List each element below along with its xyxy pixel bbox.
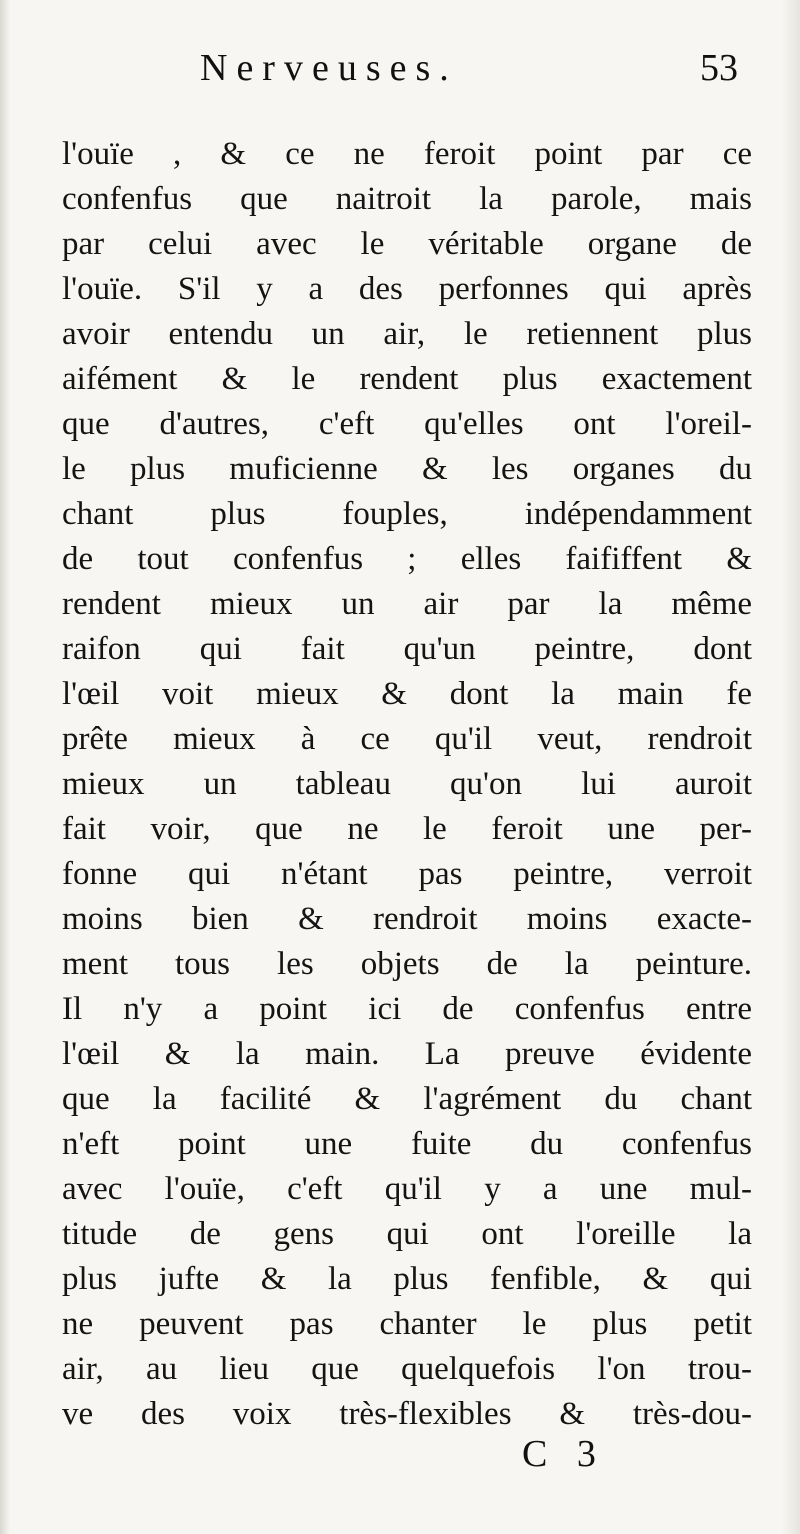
text-line: aifément & le rendent plus exactement xyxy=(62,361,752,397)
signature-mark: C 3 xyxy=(522,1433,606,1475)
text-line: air, au lieu que quelquefois l'on trou- xyxy=(62,1351,752,1387)
text-line: confenfus que naitroit la parole, mais xyxy=(62,181,752,217)
text-line: avoir entendu un air, le retiennent plus xyxy=(62,316,752,352)
text-line: le plus muficienne & les organes du xyxy=(62,451,752,487)
text-line: chant plus fouples, indépendamment xyxy=(62,496,752,532)
text-line: de tout confenfus ; elles faififfent & xyxy=(62,541,752,577)
text-line: raifon qui fait qu'un peintre, dont xyxy=(62,631,752,667)
text-line: mieux un tableau qu'on lui auroit xyxy=(62,766,752,802)
text-line: l'ouïe. S'il y a des perfonnes qui après xyxy=(62,271,752,307)
text-line: Il n'y a point ici de confenfus entre xyxy=(62,991,752,1027)
text-line: rendent mieux un air par la même xyxy=(62,586,752,622)
text-line: ve des voix très-flexibles & très-dou- xyxy=(62,1396,752,1432)
scan-shadow-right xyxy=(782,0,800,1534)
text-line: l'ouïe , & ce ne feroit point par ce xyxy=(62,136,752,172)
text-line: fonne qui n'étant pas peintre, verroit xyxy=(62,856,752,892)
text-line: l'œil & la main. La preuve évidente xyxy=(62,1036,752,1072)
text-line: ment tous les objets de la peinture. xyxy=(62,946,752,982)
text-line: n'eft point une fuite du confenfus xyxy=(62,1126,752,1162)
text-line: avec l'ouïe, c'eft qu'il y a une mul- xyxy=(62,1171,752,1207)
page-footer xyxy=(0,1432,800,1492)
text-line: prête mieux à ce qu'il veut, rendroit xyxy=(62,721,752,757)
page-number: 53 xyxy=(700,47,738,89)
page-header xyxy=(0,46,800,106)
text-line: l'œil voit mieux & dont la main fe xyxy=(62,676,752,712)
body-text xyxy=(62,132,752,1437)
text-line: titude de gens qui ont l'oreille la xyxy=(62,1216,752,1252)
text-line: plus jufte & la plus fenfible, & qui xyxy=(62,1261,752,1297)
text-line: moins bien & rendroit moins exacte- xyxy=(62,901,752,937)
text-line: par celui avec le véritable organe de xyxy=(62,226,752,262)
text-line: fait voir, que ne le feroit une per- xyxy=(62,811,752,847)
text-line: ne peuvent pas chanter le plus petit xyxy=(62,1306,752,1342)
text-line: que la facilité & l'agrément du chant xyxy=(62,1081,752,1117)
scan-shadow-left xyxy=(0,0,10,1534)
text-line: que d'autres, c'eft qu'elles ont l'oreil- xyxy=(62,406,752,442)
running-head: Nerveuses. xyxy=(200,47,458,89)
